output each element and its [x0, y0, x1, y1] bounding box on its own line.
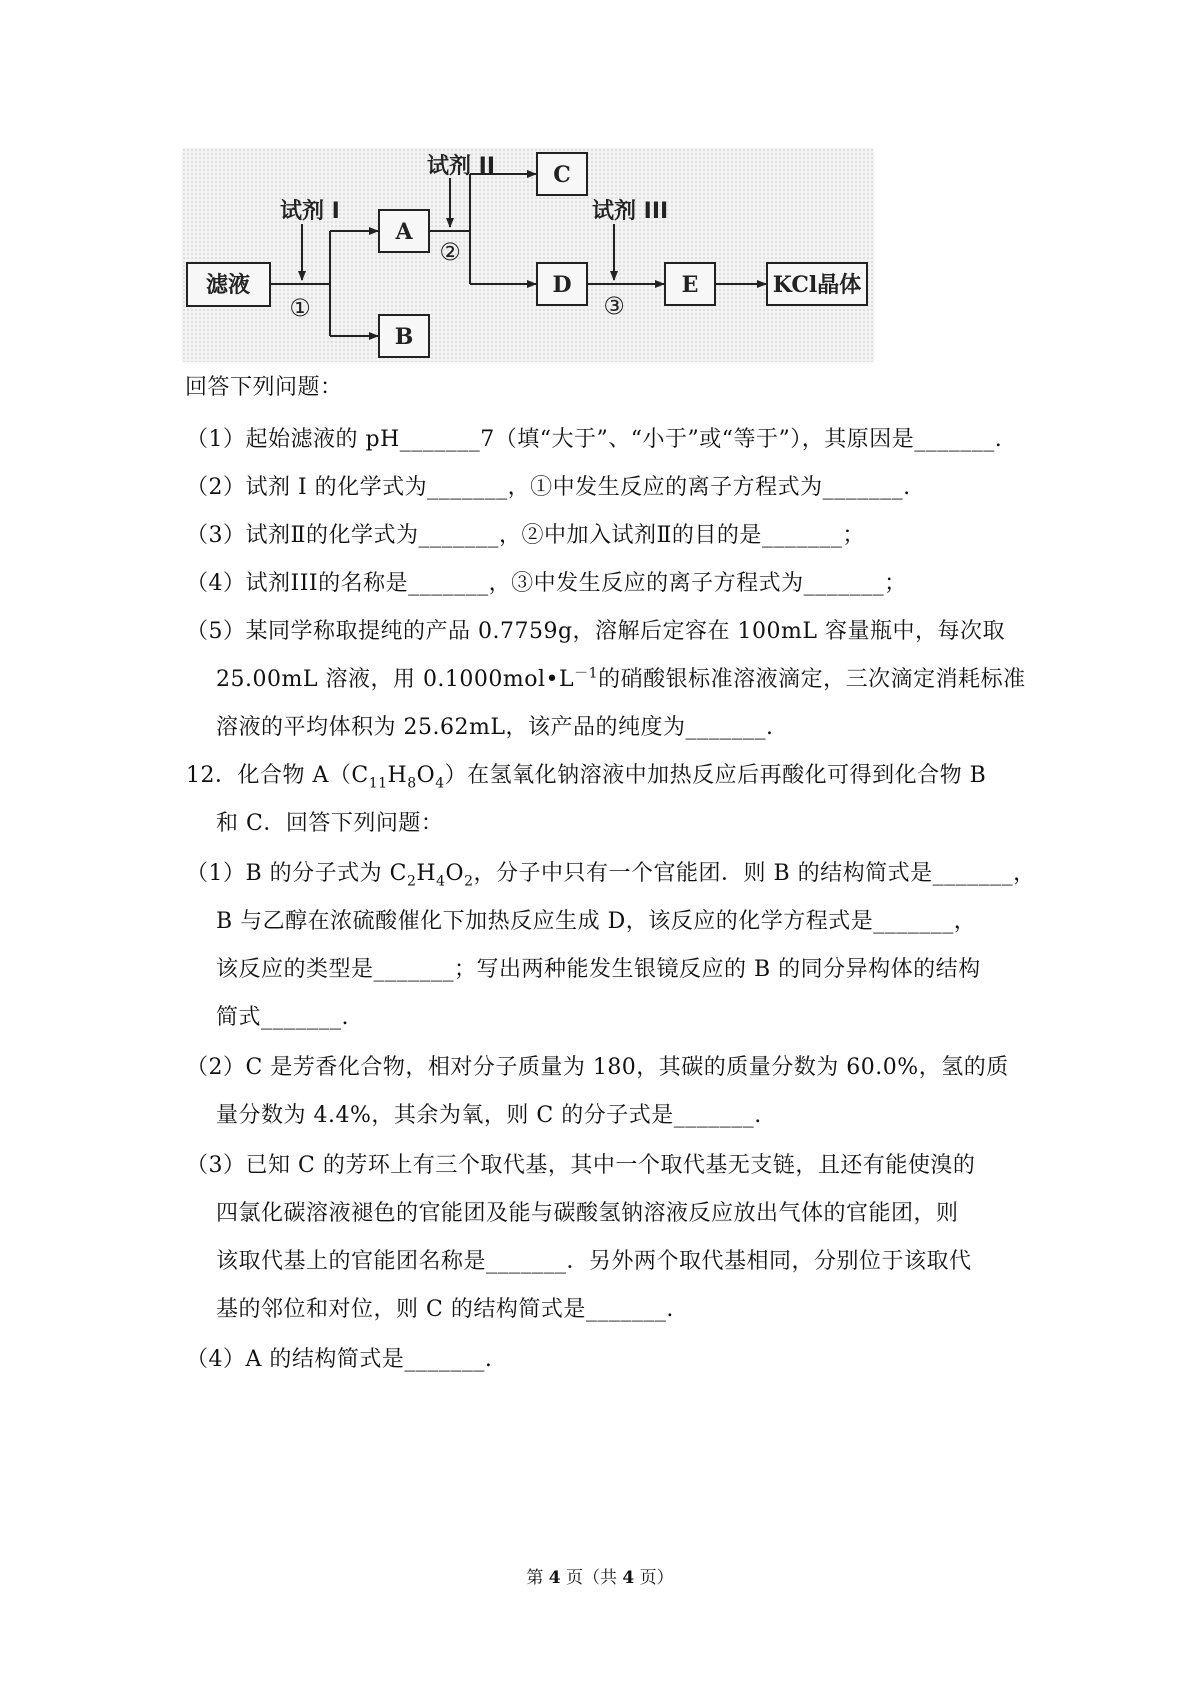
q12-part3-line4: 基的邻位和对位，则 C 的结构简式是_______. [216, 1297, 674, 1322]
box-b-label: B [394, 324, 414, 350]
q11-part5-line1: （5）某同学称取提纯的产品 0.7759g，溶解后定容在 100mL 容量瓶中，每次取 [186, 619, 1006, 644]
step-3-marker: ③ [603, 292, 625, 320]
q12-sub-c: 11 [368, 775, 388, 792]
q12-p1-sub-o: 2 [464, 873, 474, 890]
box-e-label: E [681, 272, 699, 298]
q12-stem-o: O [416, 763, 436, 788]
footer-total-pages: 4 [622, 1568, 635, 1588]
q12-p1-sub-c: 2 [406, 873, 417, 890]
q11-part5-exponent: －1 [574, 665, 599, 682]
q12-part4: （4）A 的结构简式是_______. [186, 1347, 493, 1372]
q12-stem-rest: ）在氢氧化钠溶液中加热反应后再酸化可得到化合物 B [444, 763, 987, 788]
reagent-3-label: 试剂 III [592, 199, 669, 224]
reagent-2-label: 试剂 II [427, 154, 496, 179]
footer-mid: 页（共 [560, 1568, 623, 1588]
q12-stem-line2: 和 C．回答下列问题： [216, 811, 444, 836]
q12-stem-a: 12．化合物 A（C [186, 763, 369, 788]
footer-post: 页） [634, 1568, 674, 1588]
q11-part1: （1）起始滤液的 pH_______7（填“大于”、“小于”或“等于”），其原因是_______. [186, 427, 1003, 452]
q12-part3-line1: （3）已知 C 的芳环上有三个取代基，其中一个取代基无支链，且还有能使溴的 [186, 1153, 976, 1178]
q12-part2-line1: （2）C 是芳香化合物，相对分子质量为 180，其碳的质量分数为 60.0%，氢的质 [186, 1055, 1009, 1080]
box-a-label: A [395, 219, 413, 245]
page-footer [0, 1566, 1200, 1590]
q12-stem-h: H [387, 763, 408, 788]
q11-part3: （3）试剂Ⅱ的化学式为_______，②中加入试剂Ⅱ的目的是_______； [186, 523, 865, 548]
box-d-label: D [552, 272, 572, 298]
separation-flow-diagram [182, 148, 874, 362]
q12-p1-a: （1）B 的分子式为 C [186, 861, 407, 886]
reagent-1-label: 试剂 I [280, 199, 340, 224]
q12-part1-line2: B 与乙醇在浓硫酸催化下加热反应生成 D，该反应的化学方程式是_______， [216, 909, 977, 934]
q12-sub-h: 8 [407, 775, 417, 792]
q11-part5-line2-a: 25.00mL 溶液，用 0.1000mol•L [216, 667, 575, 692]
q12-p1-sub-h: 4 [436, 873, 446, 890]
q12-part3-line3: 该取代基上的官能团名称是_______．另外两个取代基相同，分别位于该取代 [216, 1249, 972, 1274]
step-1-marker: ① [289, 294, 311, 322]
q12-part2-line2: 量分数为 4.4%，其余为氧，则 C 的分子式是_______. [216, 1103, 762, 1128]
flow-diagram-svg [182, 148, 874, 362]
q12-part3-line2: 四氯化碳溶液褪色的官能团及能与碳酸氢钠溶液反应放出气体的官能团，则 [216, 1201, 959, 1226]
box-c-label: C [553, 162, 571, 188]
footer-pre: 第 [526, 1568, 549, 1588]
answer-prompt: 回答下列问题： [185, 375, 343, 400]
q12-p1-h: H [416, 861, 437, 886]
footer-page-number: 4 [548, 1568, 561, 1588]
q12-sub-o: 4 [435, 775, 445, 792]
kcl-crystal-label: KCl晶体 [772, 272, 862, 298]
q12-stem-line1 [186, 756, 1200, 796]
q11-part5-line3: 溶液的平均体积为 25.62mL，该产品的纯度为_______. [216, 715, 774, 740]
q11-part4: （4）试剂III的名称是_______，③中发生反应的离子方程式为_______； [186, 571, 907, 596]
q12-part1-line3: 该反应的类型是_______；写出两种能发生银镜反应的 B 的同分异构体的结构 [216, 957, 981, 982]
q11-part2: （2）试剂 I 的化学式为_______，①中发生反应的离子方程式为_______. [186, 475, 911, 500]
filtrate-label: 滤液 [205, 272, 251, 298]
q12-part1-line1 [186, 854, 1200, 894]
q11-part5-line2-b: 的硝酸银标准溶液滴定，三次滴定消耗标准 [598, 667, 1026, 692]
q12-part1-line4: 简式_______. [216, 1005, 349, 1030]
q12-p1-rest: ，分子中只有一个官能团．则 B 的结构简式是_______， [473, 861, 1036, 886]
q11-part5-line2 [216, 660, 1200, 700]
step-2-marker: ② [439, 238, 461, 266]
q12-p1-o: O [445, 861, 465, 886]
